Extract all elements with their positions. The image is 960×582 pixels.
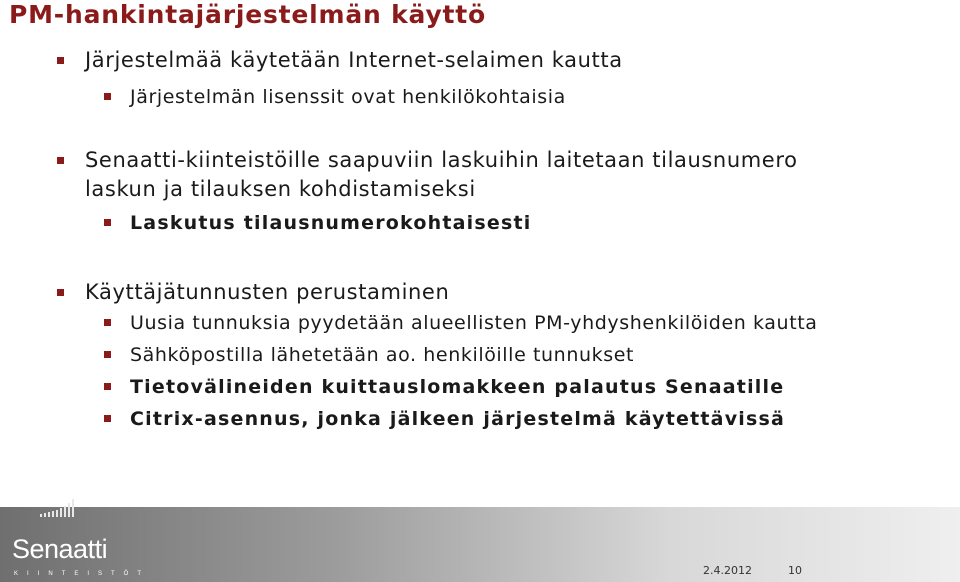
footer-date: 2.4.2012: [703, 564, 752, 577]
sub-bullet-item: [130, 85, 566, 109]
bullet-square-icon: [104, 415, 111, 422]
bullet-text: Järjestelmää käytetään Internet-selaimen kautta: [85, 48, 623, 72]
sub-bullet-item: [130, 407, 785, 431]
bullet-text: Citrix-asennus, jonka jälkeen järjestelmä käytettävissä: [130, 408, 786, 430]
bullet-square-icon: [57, 157, 64, 164]
bullet-square-icon: [104, 319, 111, 326]
bullet-square-icon: [104, 93, 111, 100]
slide-title: PM-hankintajärjestelmän käyttö: [9, 0, 487, 29]
bullet-square-icon: [57, 289, 64, 296]
bullet-square-icon: [104, 351, 111, 358]
bullet-item: [85, 279, 449, 305]
bullet-text: Laskutus tilausnumerokohtaisesti: [130, 212, 532, 234]
bullet-square-icon: [104, 219, 111, 226]
bullet-text: Senaatti-kiinteistöille saapuviin laskuihin laitetaan tilausnumero: [85, 148, 798, 172]
bullet-square-icon: [104, 383, 111, 390]
bullet-item: [85, 147, 798, 173]
bullet-item: [85, 47, 623, 73]
sub-bullet-item: [130, 343, 634, 367]
senaatti-logo-subtitle: KIINTEISTÖT: [14, 571, 151, 577]
page-number: 10: [788, 564, 802, 577]
bullet-text: Käyttäjätunnusten perustaminen: [85, 280, 450, 304]
bullet-text: Sähköpostilla lähetetään ao. henkilöille tunnukset: [130, 344, 635, 366]
bullet-continuation: laskun ja tilauksen kohdistamiseksi: [85, 177, 476, 201]
sub-bullet-item: [130, 375, 784, 399]
bullet-text: Uusia tunnuksia pyydetään alueellisten PM-yhdyshenkilöiden kautta: [130, 312, 818, 334]
bullet-text: Järjestelmän lisenssit ovat henkilökohtaisia: [130, 86, 566, 108]
bullet-square-icon: [57, 57, 64, 64]
bullet-text: Tietovälineiden kuittauslomakkeen palautus Senaatille: [130, 376, 785, 398]
senaatti-logo: Senaatti: [12, 534, 108, 564]
sub-bullet-item: [130, 311, 818, 335]
sub-bullet-item: [130, 211, 531, 235]
